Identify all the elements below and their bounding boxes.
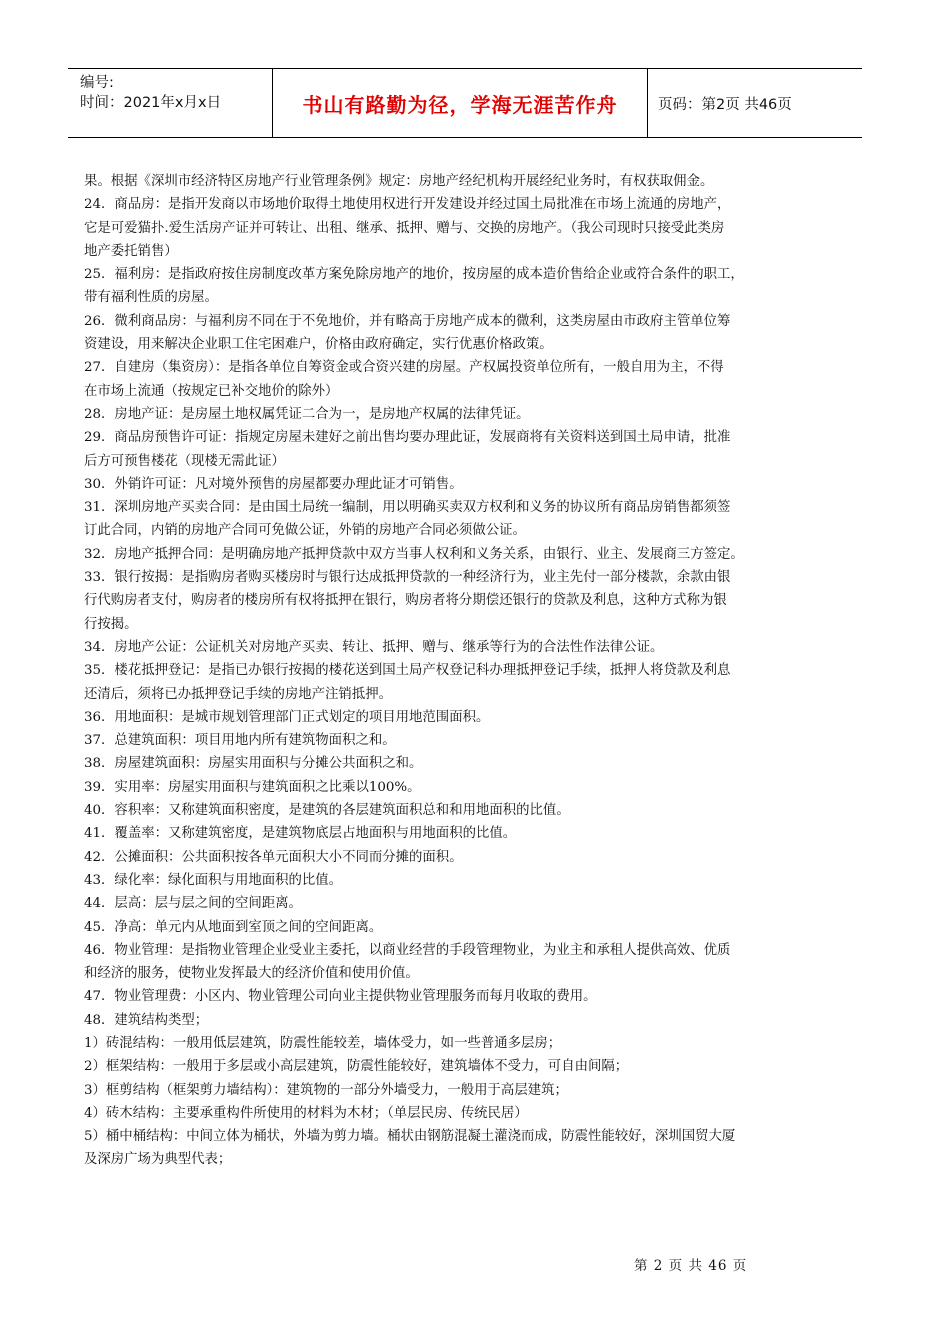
text-line: 37．总建筑面积：项目用地内所有建筑物面积之和。 [84, 733, 396, 749]
text-line: 25．福利房：是指政府按住房制度改革方案免除房地产的地价，按房屋的成本造价售给企业或符合条件的职工， [84, 267, 744, 283]
text-line: 36．用地面积：是城市规划管理部门正式划定的项目用地范围面积。 [84, 709, 490, 725]
text-line: 它是可爱猫扑.爱生活房产证并可转让、出租、继承、抵押、赠与、交换的房地产。（我公司现时只接受此类房 [84, 220, 725, 236]
text-line: 1）砖混结构：一般用低层建筑，防震性能较差，墙体受力，如一些普通多层房； [84, 1035, 562, 1051]
text-line: 44．层高：层与层之间的空间距离。 [84, 896, 302, 912]
text-line: 27．自建房（集资房）：是指各单位自筹资金或合资兴建的房屋。产权属投资单位所有，一般自用为主，不得 [84, 360, 724, 376]
text-line: 43．绿化率：绿化面积与用地面积的比值。 [84, 872, 343, 888]
number-label: 编号: [80, 75, 114, 91]
text-line: 资建设，用来解决企业职工住宅困难户，价格由政府确定，实行优惠价格政策。 [84, 337, 553, 353]
time-label: 时间：2021年x月x日 [80, 95, 222, 111]
text-line: 45．净高：单元内从地面到室顶之间的空间距离。 [84, 919, 383, 935]
text-line: 行代购房者支付，购房者的楼房所有权将抵押在银行，购房者将分期偿还银行的贷款及利息，这种方式称为银 [84, 593, 727, 609]
text-line: 31．深圳房地产买卖合同：是由国土局统一编制，用以明确买卖双方权利和义务的协议所有商品房销售都须签 [84, 500, 731, 516]
text-line: 34．房地产公证：公证机关对房地产买卖、转让、抵押、赠与、继承等行为的合法性作法律公证。 [84, 639, 664, 655]
text-line: 32．房地产抵押合同：是明确房地产抵押贷款中双方当事人权利和义务关系，由银行、业主、发展商三方签定。 [84, 546, 744, 562]
text-line: 2）框架结构：一般用于多层或小高层建筑，防震性能较好，建筑墙体不受力，可自由间隔； [84, 1059, 629, 1075]
text-line: 40．容积率：又称建筑面积密度，是建筑的各层建筑面积总和和用地面积的比值。 [84, 803, 570, 819]
text-line: 30．外销许可证：凡对境外预售的房屋都要办理此证才可销售。 [84, 476, 463, 492]
document-header [68, 68, 862, 138]
text-line: 33．银行按揭：是指购房者购买楼房时与银行达成抵押贷款的一种经济行为，业主先付一部分楼款，余款由银 [84, 570, 731, 586]
text-line: 3）框剪结构（框架剪力墙结构）：建筑物的一部分外墙受力，一般用于高层建筑； [84, 1082, 568, 1098]
text-line: 和经济的服务，使物业发挥最大的经济价值和使用价值。 [84, 966, 419, 982]
text-line: 39．实用率：房屋实用面积与建筑面积之比乘以100%。 [84, 779, 421, 795]
text-line: 24．商品房：是指开发商以市场地价取得土地使用权进行开发建设并经过国土局批准在市场上流通的房地产， [84, 197, 731, 213]
text-line: 35．楼花抵押登记：是指已办银行按揭的楼花送到国土局产权登记科办理抵押登记手续，抵押人将贷款及利息 [84, 663, 731, 679]
text-line: 38．房屋建筑面积：房屋实用面积与分摊公共面积之和。 [84, 756, 423, 772]
text-line: 4）砖木结构：主要承重构件所使用的材料为木材；（单层民房、传统民居） [84, 1105, 528, 1121]
text-line: 41．覆盖率：又称建筑密度，是建筑物底层占地面积与用地面积的比值。 [84, 826, 517, 842]
text-line: 26．微利商品房：与福利房不同在于不免地价，并有略高于房地产成本的微利，这类房屋由市政府主管单位筹 [84, 313, 731, 329]
header-left-cell [68, 69, 273, 137]
text-line: 29．商品房预售许可证：指规定房屋未建好之前出售均要办理此证，发展商将有关资料送到国土局申请，批准 [84, 430, 731, 446]
header-page-info: 页码：第2页 共46页 [658, 96, 792, 113]
text-line: 后方可预售楼花（现楼无需此证） [84, 453, 285, 469]
text-line: 46．物业管理：是指物业管理企业受业主委托，以商业经营的手段管理物业，为业主和承租人提供高效、优质 [84, 942, 731, 958]
text-line: 48．建筑结构类型； [84, 1012, 209, 1028]
text-line: 带有福利性质的房屋。 [84, 290, 218, 306]
text-line: 订此合同，内销的房地产合同可免做公证，外销的房地产合同必须做公证。 [84, 523, 526, 539]
text-line: 在市场上流通（按规定已补交地价的除外） [84, 383, 339, 399]
text-line: 还清后，须将已办抵押登记手续的房地产注销抵押。 [84, 686, 392, 702]
text-line: 42．公摊面积：公共面积按各单元面积大小不同而分摊的面积。 [84, 849, 463, 865]
header-motto: 书山有路勤为径，学海无涯苦作舟 [273, 69, 648, 137]
text-line: 及深房广场为典型代表； [84, 1152, 232, 1168]
document-body [84, 170, 884, 1172]
text-line: 地产委托销售） [84, 243, 178, 259]
text-line: 5）桶中桶结构：中间立体为桶状，外墙为剪力墙。桶状由钢筋混凝土灌浇而成，防震性能较好，深圳国贸大厦 [84, 1129, 736, 1145]
text-line: 果。根据《深圳市经济特区房地产行业管理条例》规定：房地产经纪机构开展经纪业务时，有权获取佣金。 [84, 174, 714, 189]
text-line: 47．物业管理费：小区内、物业管理公司向业主提供物业管理服务而每月收取的费用。 [84, 989, 597, 1005]
text-line: 行按揭。 [84, 616, 138, 632]
page-footer: 第 2 页 共 46 页 [634, 1258, 748, 1274]
text-line: 28．房地产证：是房屋土地权属凭证二合为一，是房地产权属的法律凭证。 [84, 406, 530, 422]
